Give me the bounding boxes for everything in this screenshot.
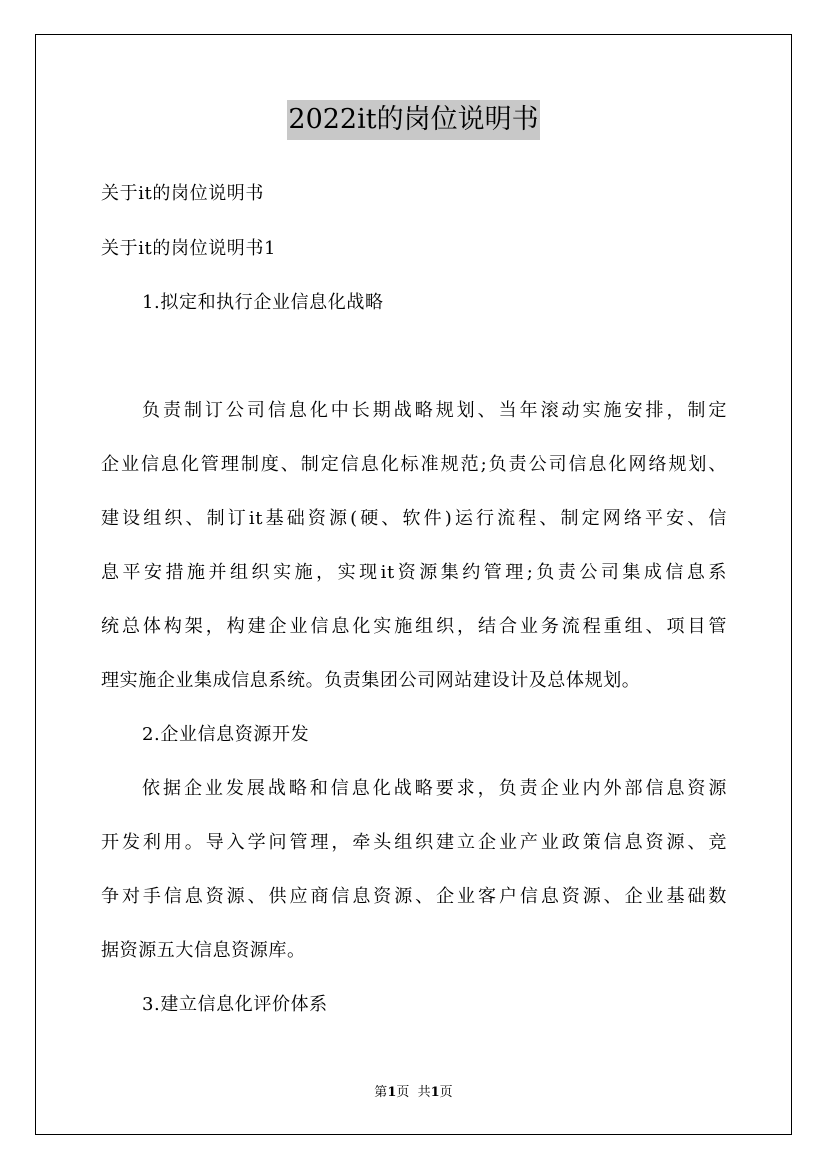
subtitle-numbered-line: 关于it的岗位说明书1 — [101, 238, 277, 259]
document-title: 2022it的岗位说明书 — [287, 100, 539, 140]
title-container — [0, 100, 827, 140]
paragraph-line: 理实施企业集成信息系统。负责集团公司网站建设计及总体规划。 — [101, 670, 641, 691]
paragraph-line: 争对手信息资源、供应商信息资源、企业客户信息资源、企业基础数 — [101, 886, 727, 907]
section-3-heading: 3.建立信息化评价体系 — [142, 994, 328, 1015]
section-1-heading: 1.拟定和执行企业信息化战略 — [142, 292, 384, 313]
page-footer — [0, 1084, 827, 1102]
paragraph-line: 据资源五大信息资源库。 — [101, 940, 306, 961]
footer-page-prefix: 第 — [374, 1085, 388, 1100]
paragraph-line: 统总体构架，构建企业信息化实施组织，结合业务流程重组、项目管 — [101, 616, 727, 637]
section-2-heading: 2.企业信息资源开发 — [142, 724, 310, 745]
paragraph-line: 企业信息化管理制度、制定信息化标准规范;负责公司信息化网络规划、 — [101, 454, 727, 475]
footer-page-total: 1 — [430, 1085, 440, 1100]
paragraph-line: 建设组织、制订it基础资源(硬、软件)运行流程、制定网络平安、信 — [101, 508, 727, 529]
footer-page-suffix: 页 — [439, 1085, 453, 1100]
paragraph-line: 依据企业发展战略和信息化战略要求，负责企业内外部信息资源 — [142, 778, 727, 799]
paragraph-line: 开发利用。导入学问管理，牵头组织建立企业产业政策信息资源、竞 — [101, 832, 727, 853]
footer-page-current: 1 — [387, 1085, 397, 1100]
footer-page-mid: 页 共 — [396, 1085, 431, 1100]
subtitle-line: 关于it的岗位说明书 — [101, 183, 264, 204]
paragraph-line: 息平安措施并组织实施，实现it资源集约管理;负责公司集成信息系 — [101, 562, 727, 583]
paragraph-line: 负责制订公司信息化中长期战略规划、当年滚动实施安排，制定 — [142, 400, 727, 421]
